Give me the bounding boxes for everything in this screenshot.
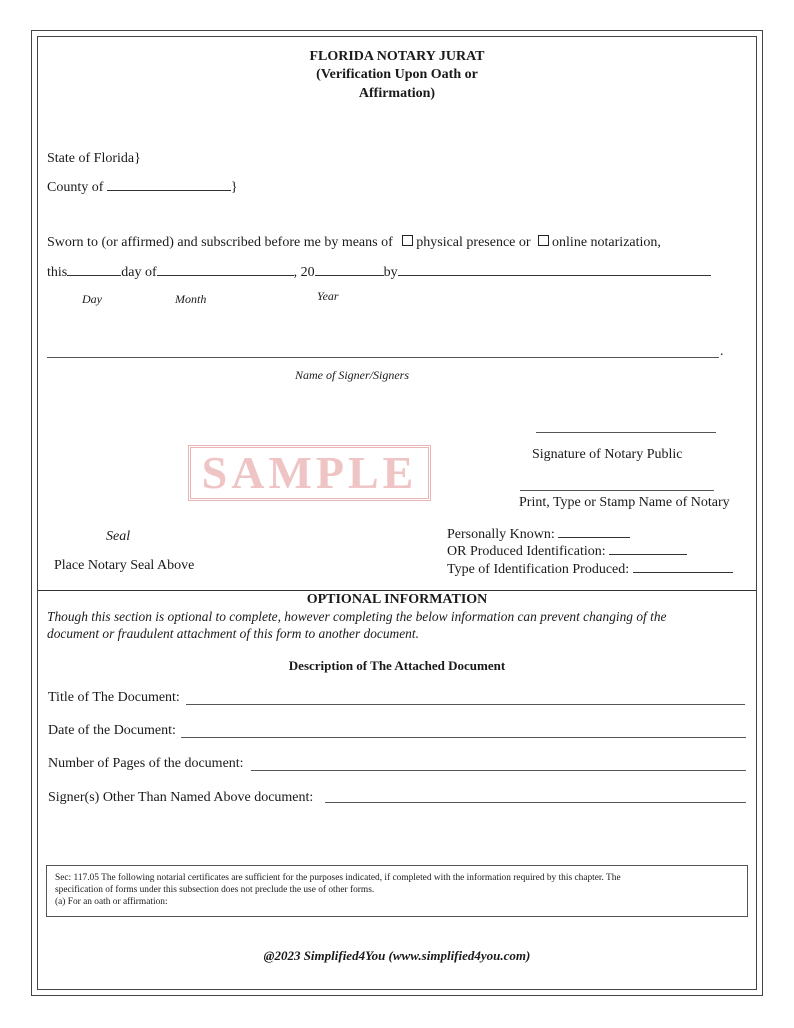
document-date-field[interactable]: [181, 737, 746, 738]
online-notarization-checkbox[interactable]: [538, 235, 549, 246]
year-caption: Year: [317, 289, 339, 303]
county-close: }: [230, 180, 238, 195]
month-field[interactable]: [157, 264, 294, 276]
year-field[interactable]: [315, 264, 384, 276]
document-pages-field[interactable]: [251, 770, 746, 771]
date-line: [47, 264, 711, 281]
statute-line-3: (a) For an oath or affirmation:: [55, 897, 168, 907]
description-heading: Description of The Attached Document: [288, 658, 506, 673]
form-title: FLORIDA NOTARY JURAT: [309, 49, 485, 64]
county-field[interactable]: [107, 179, 231, 191]
notary-name-field[interactable]: [520, 490, 714, 491]
document-title-label: Title of The Document:: [48, 690, 180, 705]
form-subtitle-2: Affirmation): [358, 86, 436, 101]
optional-intro-2: document or fraudulent attachment of this form to another document.: [47, 626, 419, 641]
by-field[interactable]: [398, 264, 711, 276]
sworn-line: [47, 235, 661, 251]
year-prefix: , 20: [293, 265, 315, 280]
sworn-text: Sworn to (or affirmed) and subscribed before me by means of: [47, 235, 393, 250]
document-title-field[interactable]: [186, 704, 745, 705]
physical-presence-label: physical presence or: [416, 235, 531, 250]
section-divider: [38, 590, 756, 591]
county-label: County of: [47, 180, 104, 195]
produced-id-label: OR Produced Identification:: [447, 544, 606, 559]
notary-name-label: Print, Type or Stamp Name of Notary: [519, 495, 730, 510]
by-label: by: [383, 265, 398, 280]
document-date-label: Date of the Document:: [48, 723, 176, 738]
signer-name-caption: Name of Signer/Signers: [295, 368, 409, 382]
place-seal-label: Place Notary Seal Above: [54, 558, 195, 573]
notary-signature-label: Signature of Notary Public: [532, 447, 683, 462]
online-notarization-label: online notarization,: [552, 235, 661, 250]
statute-note: [46, 865, 748, 917]
personally-known-field[interactable]: [558, 526, 630, 538]
personally-known-line: [447, 526, 630, 543]
id-type-label: Type of Identification Produced:: [447, 562, 630, 577]
statute-line-2: specification of forms under this subsection does not preclude the use of other forms.: [55, 885, 375, 895]
optional-intro-1: Though this section is optional to complete, however completing the below information can prevent changing of the: [47, 609, 667, 624]
form-subtitle-1: (Verification Upon Oath or: [316, 67, 478, 82]
day-field[interactable]: [67, 264, 121, 276]
footer-copyright: @2023 Simplified4You (www.simplified4you.com): [263, 948, 531, 963]
other-signers-label: Signer(s) Other Than Named Above document:: [48, 790, 314, 805]
optional-heading: OPTIONAL INFORMATION: [306, 592, 488, 607]
notary-signature-field[interactable]: [536, 432, 716, 433]
seal-label: Seal: [106, 529, 131, 544]
signer-period: .: [720, 344, 724, 359]
sample-watermark: SAMPLE: [188, 445, 431, 501]
day-of-label: day of: [121, 265, 157, 280]
produced-id-line: [447, 543, 687, 560]
id-type-field[interactable]: [633, 561, 733, 573]
this-label: this: [47, 265, 68, 280]
personally-known-label: Personally Known:: [447, 527, 555, 542]
statute-line-1: Sec: 117.05 The following notarial certificates are sufficient for the purposes indicated, if completed with the information required by this chapter. The: [55, 873, 621, 883]
month-caption: Month: [175, 292, 207, 306]
produced-id-field[interactable]: [609, 543, 687, 555]
id-type-line: [447, 561, 733, 578]
physical-presence-checkbox[interactable]: [402, 235, 413, 246]
signer-name-field[interactable]: [47, 357, 719, 358]
day-caption: Day: [82, 292, 102, 306]
county-line: [47, 179, 238, 196]
state-of-florida: State of Florida}: [47, 151, 141, 166]
other-signers-field[interactable]: [325, 802, 746, 803]
document-pages-label: Number of Pages of the document:: [48, 756, 244, 771]
